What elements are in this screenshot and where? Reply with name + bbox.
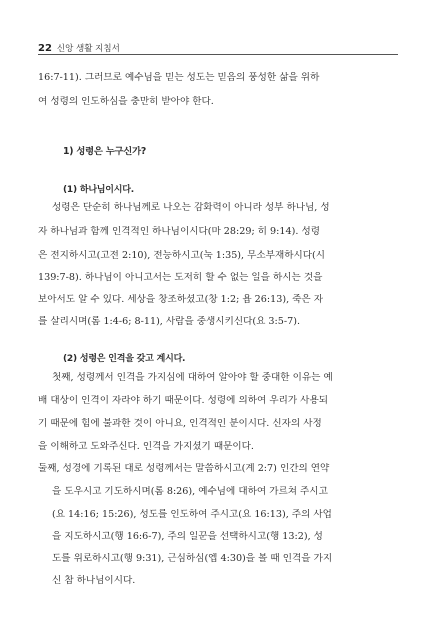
body-line: 첫째, 성령께서 인격을 가지심에 대하여 알아야 할 중대한 이유는 예 [52, 372, 333, 383]
body-line: 도를 위로하시고(행 9:31), 근심하심(엡 4:30)을 볼 때 인격을 가지 [52, 553, 333, 564]
running-title: 신앙 생활 지침서 [56, 44, 120, 54]
running-header [38, 36, 398, 54]
body-line: 은 전지하시고(고전 2:10), 전능하시고(눅 1:35), 무소부재하시다(시 [38, 250, 326, 261]
intro-line: 여 성령의 인도하심을 충만히 받아야 한다. [38, 96, 214, 107]
body-line: 기 때문에 힘에 불과한 것이 아니요, 인격적인 분이시다. 신자의 사정 [38, 418, 322, 429]
body-line: 둘째, 성경에 기록된 대로 성령께서는 말씀하시고(계 2:7) 인간의 연약 [38, 463, 330, 474]
body-line: 신 참 하나님이시다. [52, 575, 136, 586]
body-line: 배 대상이 인격이 자라야 하기 때문이다. 성령에 의하여 우리가 사용되 [38, 395, 328, 406]
page-number: 22 [38, 43, 52, 54]
body-line: 139:7-8). 하나님이 아니고서는 도저히 할 수 없는 일을 하시는 것을 [38, 272, 323, 283]
intro-line: 16:7-11). 그러므로 예수님을 믿는 성도는 믿음의 풍성한 삶을 위하 [38, 72, 320, 83]
body-line: 자 하나님과 함께 인격적인 하나님이시다(마 28:29; 히 9:14). 성령 [38, 226, 320, 237]
body-line: 을 지도하시고(행 16:6-7), 주의 일꾼을 선택하시고(행 13:2), 성 [52, 531, 323, 542]
subsection-heading: (2) 성령은 인격을 갖고 계시다. [63, 354, 186, 364]
header-divider [38, 54, 398, 55]
section-heading: 1) 성령은 누구신가? [63, 146, 147, 157]
body-line: 보아서도 알 수 있다. 세상을 창조하셨고(창 1:2; 욥 26:13), 죽은 자 [38, 294, 324, 305]
body-line: 을 도우시고 기도하시며(롬 8:26), 예수님에 대하여 가르쳐 주시고 [52, 486, 328, 497]
body-line: (요 14:16; 15:26), 성도를 인도하여 주시고(요 16:13), 주의 사업 [52, 509, 332, 520]
subsection-heading: (1) 하나님이시다. [63, 185, 135, 195]
body-line: 성령은 단순히 하나님께로 나오는 감화력이 아니라 성부 하나님, 성 [52, 202, 330, 213]
body-line: 를 살리시며(롬 1:4-6; 8-11), 사람을 중생시키신다(요 3:5-7). [38, 316, 301, 327]
body-line: 을 이해하고 도와주신다. 인격을 가지셨기 때문이다. [38, 441, 254, 452]
